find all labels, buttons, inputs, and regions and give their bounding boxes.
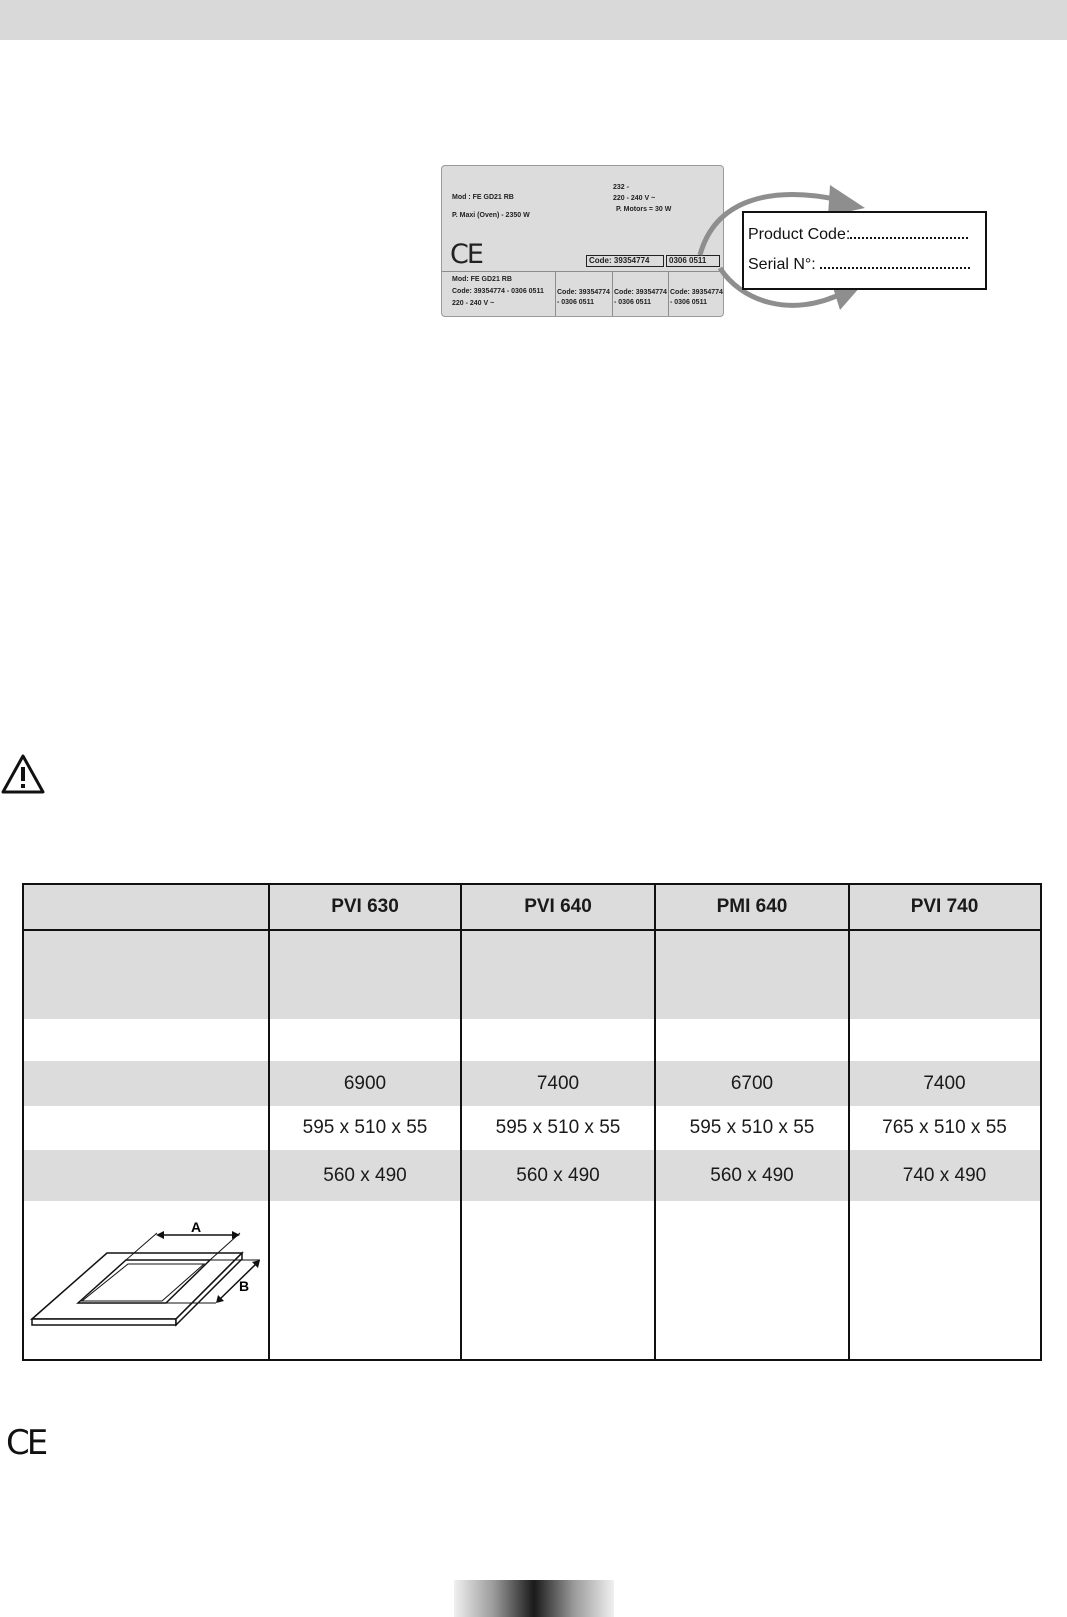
plate-power: P. Maxi (Oven) - 2350 W: [452, 212, 530, 219]
plate-model: Mod : FE GD21 RB: [452, 194, 514, 201]
plate-stub-voltage: 220 - 240 V ~: [452, 300, 495, 307]
plate-stub1-serial: - 0306 0511: [557, 299, 594, 306]
column-divider: [654, 885, 656, 1359]
plate-stub3-code: Code: 39354774: [670, 289, 723, 296]
specifications-table: [22, 883, 1042, 1361]
table-row-power: [24, 1061, 1040, 1106]
table-header-row: [24, 885, 1040, 929]
product-code-line: [748, 226, 968, 244]
table-row-dimensions: [24, 1106, 1040, 1150]
warning-triangle-icon: [0, 753, 46, 795]
plate-stub2-serial: - 0306 0511: [614, 299, 651, 306]
plate-divider-v1: [555, 271, 556, 317]
table-cell: 740 x 490: [902, 1164, 987, 1186]
table-cell: [269, 931, 461, 1019]
table-cell: [461, 931, 655, 1019]
header-model-3: PMI 640: [716, 896, 788, 917]
plate-divider: [442, 271, 724, 272]
plate-stub2-code: Code: 39354774: [614, 289, 667, 296]
column-divider: [848, 885, 850, 1359]
table-cell: 6900: [343, 1072, 387, 1094]
table-row: [24, 1019, 1040, 1061]
dimension-a-label: A: [190, 1221, 202, 1235]
header-model-2: PVI 640: [524, 896, 592, 917]
table-cell: [849, 931, 1040, 1019]
plate-motors: P. Motors = 30 W: [616, 206, 672, 213]
plate-stub-code: Code: 39354774 - 0306 0511: [452, 288, 544, 295]
serial-number-blank: [820, 257, 970, 269]
cutout-dimensions-diagram: [30, 1221, 262, 1333]
plate-voltage: 220 - 240 V ~: [613, 195, 656, 202]
table-row: [24, 931, 1040, 1019]
table-row-cutout: [24, 1150, 1040, 1201]
plate-divider-v2: [612, 271, 613, 317]
table-cell: 560 x 490: [516, 1164, 600, 1186]
table-cell: [655, 1019, 849, 1061]
plate-stub-model: Mod: FE GD21 RB: [452, 276, 512, 283]
plate-stub1-code: Code: 39354774: [557, 289, 610, 296]
product-code-blank: [850, 227, 968, 239]
table-cell: [655, 931, 849, 1019]
product-code-label: Product Code:: [748, 226, 851, 243]
serial-number-label: Serial N°:: [748, 256, 816, 273]
plate-code-box: Code: 39354774: [586, 255, 664, 267]
table-cell: 595 x 510 x 55: [495, 1117, 621, 1138]
table-cell: 765 x 510 x 55: [882, 1117, 1007, 1138]
table-cell: 6700: [730, 1072, 774, 1094]
table-cell: [269, 1019, 461, 1061]
plate-stub3-serial: - 0306 0511: [670, 299, 707, 306]
plate-divider-v3: [668, 271, 669, 317]
table-cell: 595 x 510 x 55: [302, 1117, 428, 1138]
column-divider: [268, 885, 270, 1359]
product-info-record-box: [742, 211, 987, 290]
rating-plate: [441, 165, 724, 317]
table-cell: 560 x 490: [710, 1164, 794, 1186]
page-number-tab: [454, 1580, 614, 1617]
serial-number-line: [748, 256, 970, 274]
header-bar: [0, 0, 1067, 40]
table-cell: 7400: [536, 1072, 580, 1094]
header-model-4: PVI 740: [910, 896, 979, 917]
table-cell: 595 x 510 x 55: [689, 1117, 815, 1138]
plate-serial-box: 0306 0511: [666, 255, 720, 267]
ce-mark-icon: CE: [450, 239, 482, 270]
plate-voltage-code: 232 -: [613, 184, 629, 191]
column-divider: [460, 885, 462, 1359]
dimension-b-label: B: [238, 1278, 250, 1294]
table-cell: 560 x 490: [323, 1164, 407, 1186]
table-cell: [461, 1019, 655, 1061]
table-cell: 7400: [923, 1072, 966, 1094]
table-cell: [849, 1019, 1040, 1061]
header-empty-cell: [24, 885, 269, 929]
ce-marking-icon: CE: [6, 1423, 46, 1463]
header-model-1: PVI 630: [331, 896, 399, 917]
